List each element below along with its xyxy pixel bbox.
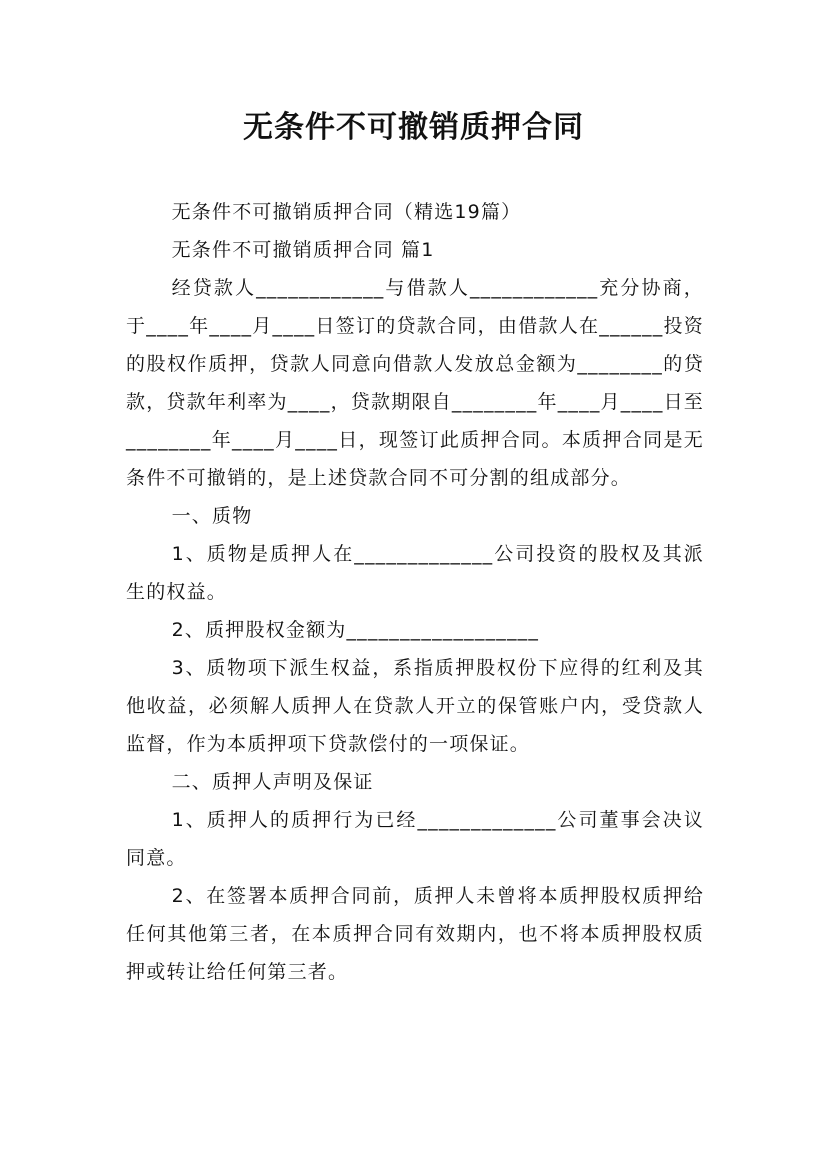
paragraph-heading-collateral: 一、质物 [171, 505, 253, 527]
paragraph-collateral-1: 1、质物是质押人在_____________公司投资的股权及其派生的权益。 [126, 543, 704, 603]
paragraph-subtitle: 无条件不可撤销质押合同（精选19篇） [171, 201, 522, 223]
document-title: 无条件不可撤销质押合同 [243, 110, 584, 145]
paragraph-preamble: 经贷款人____________与借款人____________充分协商，于____年____月____日签订的贷款合同，由借款人在______投资的股权作质押，贷款人同意向借款人发放总金额为________的贷款，贷款年利率为____，贷款期限自________年____月____日至________年____月____日，现签订此质押合同。本质押合同是无条件不可撤销的，是上述贷款合同不可分割的组成部分。 [126, 277, 704, 489]
paragraph-section-heading: 无条件不可撤销质押合同 篇1 [171, 239, 435, 261]
paragraph-collateral-3: 3、质物项下派生权益，系指质押股权份下应得的红利及其他收益，必须解人质押人在贷款人开立的保管账户内，受贷款人监督，作为本质押项下贷款偿付的一项保证。 [126, 657, 704, 755]
paragraph-declaration-1: 1、质押人的质押行为已经_____________公司董事会决议同意。 [126, 809, 704, 869]
paragraph-declaration-2: 2、在签署本质押合同前，质押人未曾将本质押股权质押给任何其他第三者，在本质押合同有效期内，也不将本质押股权质押或转让给任何第三者。 [126, 885, 704, 983]
document-body [126, 193, 704, 991]
paragraph-heading-declaration: 二、质押人声明及保证 [171, 771, 374, 793]
paragraph-collateral-2: 2、质押股权金额为__________________ [171, 619, 540, 641]
